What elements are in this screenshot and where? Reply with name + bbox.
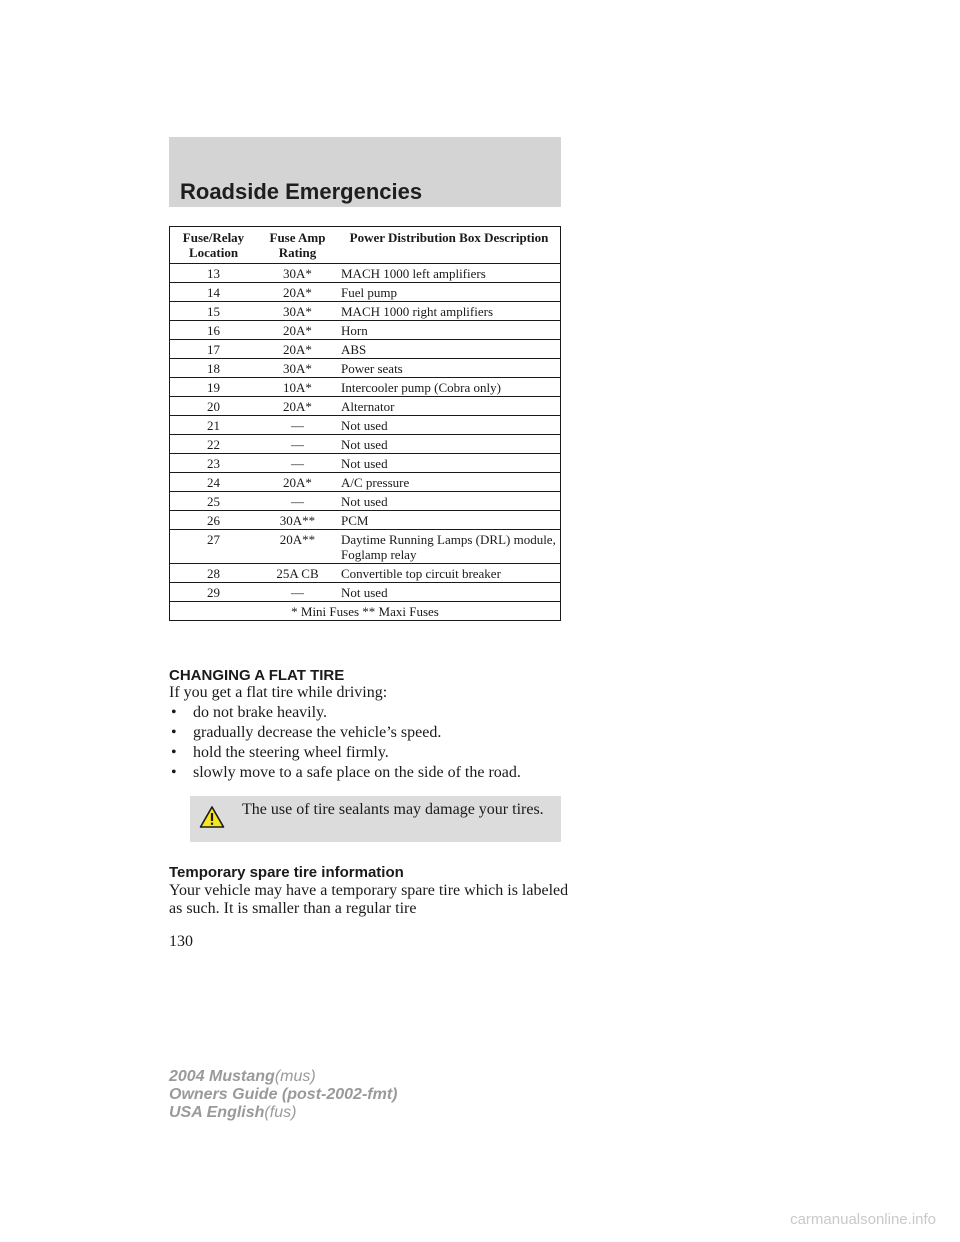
- cell-location: 21: [170, 416, 258, 435]
- table-row: [170, 283, 561, 302]
- section-heading: CHANGING A FLAT TIRE: [169, 667, 345, 684]
- header-location: Fuse/Relay Location: [170, 227, 258, 264]
- cell-amp: 30A**: [257, 511, 338, 530]
- table-row: [170, 302, 561, 321]
- cell-location: 24: [170, 473, 258, 492]
- warning-text: The use of tire sealants may damage your tires.: [242, 801, 544, 818]
- cell-location: 23: [170, 454, 258, 473]
- table-row: [170, 473, 561, 492]
- cell-amp: —: [257, 435, 338, 454]
- cell-amp: 30A*: [257, 302, 338, 321]
- cell-amp: 30A*: [257, 359, 338, 378]
- table-row: [170, 583, 561, 602]
- list-item: [169, 704, 561, 722]
- cell-description: Power seats: [338, 359, 561, 378]
- section-header-title: Roadside Emergencies: [180, 179, 423, 204]
- cell-amp: —: [257, 583, 338, 602]
- cell-amp: 30A*: [257, 264, 338, 283]
- cell-location: 29: [170, 583, 258, 602]
- cell-location: 16: [170, 321, 258, 340]
- header-description: Power Distribution Box Description: [338, 227, 561, 264]
- cell-description: Convertible top circuit breaker: [338, 564, 561, 583]
- table-row: [170, 340, 561, 359]
- bullet-icon: •: [171, 724, 177, 741]
- cell-description: Not used: [338, 492, 561, 511]
- section-intro: If you get a flat tire while driving:: [169, 684, 388, 701]
- cell-amp: 20A*: [257, 473, 338, 492]
- cell-amp: 20A*: [257, 321, 338, 340]
- cell-description: Not used: [338, 416, 561, 435]
- table-row: [170, 492, 561, 511]
- cell-amp: —: [257, 416, 338, 435]
- cell-amp: —: [257, 454, 338, 473]
- cell-location: 13: [170, 264, 258, 283]
- cell-amp: 20A**: [257, 530, 338, 564]
- table-row: [170, 454, 561, 473]
- table-row: [170, 321, 561, 340]
- subsection-heading: Temporary spare tire information: [169, 864, 404, 881]
- cell-amp: 25A CB: [257, 564, 338, 583]
- list-item-text: gradually decrease the vehicle’s speed.: [193, 724, 442, 741]
- bullet-icon: •: [171, 744, 177, 761]
- table-header-row: [170, 227, 561, 264]
- table-row: [170, 416, 561, 435]
- table-row: [170, 511, 561, 530]
- cell-amp: —: [257, 492, 338, 511]
- table-footnote: * Mini Fuses ** Maxi Fuses: [170, 602, 561, 621]
- cell-location: 14: [170, 283, 258, 302]
- bullet-list: [169, 704, 561, 784]
- footer-model-code: (mus): [274, 1068, 316, 1085]
- footer-guide: Owners Guide (post-2002-fmt): [169, 1086, 398, 1103]
- section-header-band: [169, 137, 561, 207]
- watermark: carmanualsonline.info: [790, 1211, 936, 1228]
- header-amp-rating: Fuse Amp Rating: [257, 227, 338, 264]
- bullet-icon: •: [171, 704, 177, 721]
- cell-description: PCM: [338, 511, 561, 530]
- subsection-paragraph: Your vehicle may have a temporary spare tire which is labeled as such. It is smaller than a regular tire: [169, 882, 569, 917]
- list-item: [169, 724, 561, 742]
- list-item-text: do not brake heavily.: [193, 704, 328, 721]
- cell-location: 19: [170, 378, 258, 397]
- footer-language-code: (fus): [264, 1104, 297, 1121]
- warning-triangle-icon: [199, 805, 225, 829]
- list-item: [169, 764, 561, 782]
- document-footer: [169, 1068, 397, 1122]
- cell-location: 15: [170, 302, 258, 321]
- cell-description: A/C pressure: [338, 473, 561, 492]
- cell-location: 22: [170, 435, 258, 454]
- list-item-text: hold the steering wheel firmly.: [193, 744, 389, 761]
- table-row: [170, 264, 561, 283]
- cell-description: Daytime Running Lamps (DRL) module, Foglamp relay: [338, 530, 561, 564]
- table-row: [170, 530, 561, 564]
- footer-line-1: [169, 1068, 397, 1086]
- cell-description: Not used: [338, 454, 561, 473]
- cell-location: 20: [170, 397, 258, 416]
- footer-language: USA English: [169, 1104, 265, 1121]
- table-row: [170, 564, 561, 583]
- cell-description: Fuel pump: [338, 283, 561, 302]
- list-item-text: slowly move to a safe place on the side of the road.: [193, 764, 521, 781]
- cell-description: Not used: [338, 583, 561, 602]
- bullet-icon: •: [171, 764, 177, 781]
- cell-description: ABS: [338, 340, 561, 359]
- cell-description: Intercooler pump (Cobra only): [338, 378, 561, 397]
- cell-location: 28: [170, 564, 258, 583]
- page-number: 130: [169, 933, 193, 950]
- cell-amp: 10A*: [257, 378, 338, 397]
- cell-location: 26: [170, 511, 258, 530]
- cell-location: 27: [170, 530, 258, 564]
- footer-line-2: [169, 1086, 397, 1104]
- cell-description: Not used: [338, 435, 561, 454]
- cell-description: MACH 1000 left amplifiers: [338, 264, 561, 283]
- cell-location: 17: [170, 340, 258, 359]
- table-row: [170, 359, 561, 378]
- cell-description: MACH 1000 right amplifiers: [338, 302, 561, 321]
- warning-box: [190, 796, 561, 842]
- table-row: [170, 397, 561, 416]
- footer-model: 2004 Mustang: [169, 1068, 275, 1085]
- table-row: [170, 378, 561, 397]
- cell-amp: 20A*: [257, 340, 338, 359]
- cell-amp: 20A*: [257, 397, 338, 416]
- list-item: [169, 744, 561, 762]
- cell-amp: 20A*: [257, 283, 338, 302]
- cell-location: 18: [170, 359, 258, 378]
- cell-description: Alternator: [338, 397, 561, 416]
- fuse-table: [169, 226, 561, 621]
- table-row: [170, 435, 561, 454]
- footer-line-3: [169, 1104, 397, 1122]
- cell-location: 25: [170, 492, 258, 511]
- cell-description: Horn: [338, 321, 561, 340]
- table-footnote-row: [170, 602, 561, 621]
